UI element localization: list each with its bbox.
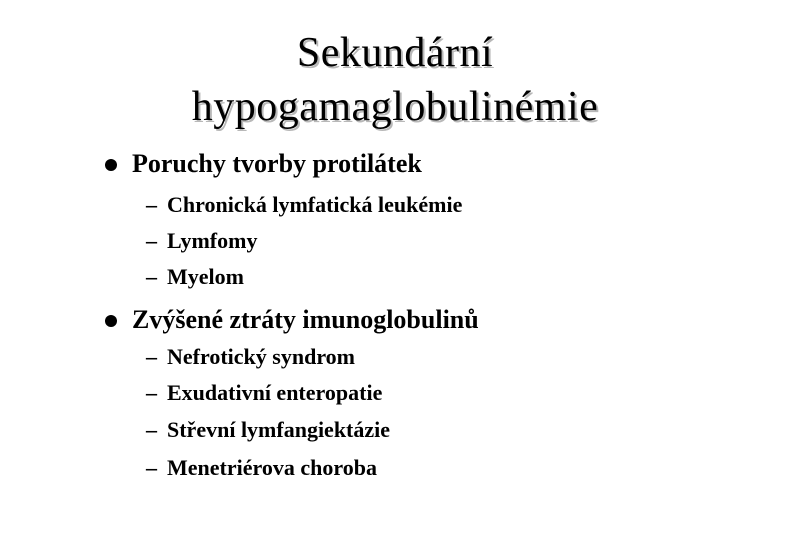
sub-item	[146, 415, 390, 445]
sub-item	[146, 190, 462, 220]
slide-title-line-1: Sekundární	[296, 30, 494, 76]
sub-item-label: Exudativní enteropatie	[167, 380, 383, 405]
dash-marker: –	[146, 344, 157, 369]
sub-item-label: Střevní lymfangiektázie	[167, 417, 391, 442]
sub-item	[146, 262, 244, 292]
bullet-label: Zvýšené ztráty imunoglobulinů	[132, 305, 479, 334]
bullet-label: Poruchy tvorby protilátek	[132, 149, 422, 178]
sub-item	[146, 342, 355, 372]
sub-item-label: Menetriérova choroba	[167, 455, 377, 480]
bullet-dot-icon	[105, 159, 117, 171]
sub-item-label: Lymfomy	[167, 228, 258, 253]
dash-marker: –	[146, 455, 157, 480]
dash-marker: –	[146, 417, 157, 442]
bullet-item-ztraty	[105, 303, 479, 337]
dash-marker: –	[146, 228, 157, 253]
bullet-item-poruchy	[105, 147, 422, 181]
sub-item	[146, 226, 257, 256]
sub-item-label: Myelom	[167, 264, 244, 289]
sub-item	[146, 378, 382, 408]
sub-item-label: Nefrotický syndrom	[167, 344, 356, 369]
slide-title-line-2: hypogamaglobulinémie	[191, 84, 599, 130]
sub-item-label: Chronická lymfatická leukémie	[167, 192, 463, 217]
dash-marker: –	[146, 264, 157, 289]
dash-marker: –	[146, 380, 157, 405]
dash-marker: –	[146, 192, 157, 217]
sub-item	[146, 453, 377, 483]
bullet-dot-icon	[105, 315, 117, 327]
